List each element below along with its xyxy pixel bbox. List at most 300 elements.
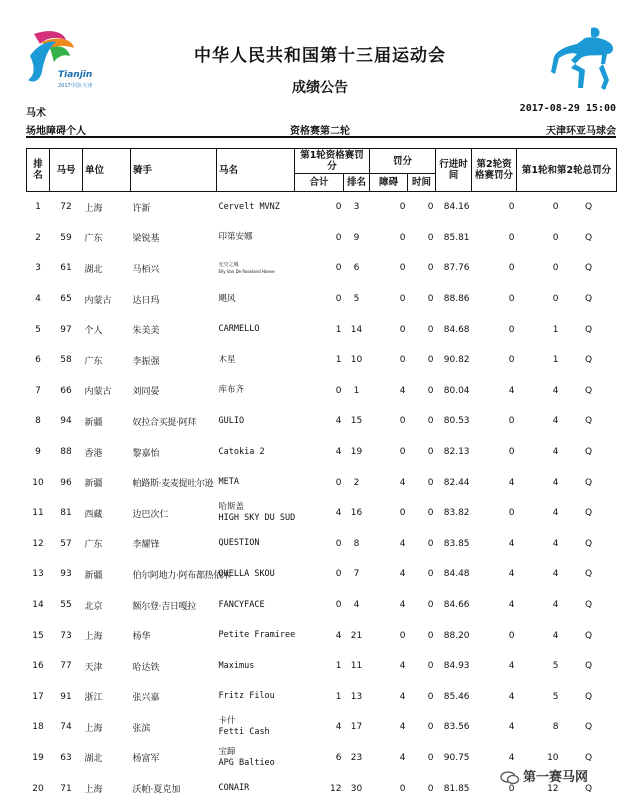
cell-rider: 李耀锋 — [132, 540, 160, 551]
table-row — [27, 651, 617, 682]
cell-total-penalty: 4 — [552, 630, 559, 641]
cell-r1-total: 0 — [335, 600, 342, 611]
cell-team: 湖北 — [84, 754, 103, 765]
results-table — [26, 148, 617, 804]
cell-r1-rank: 7 — [353, 569, 360, 580]
cell-qualified: Q — [584, 385, 593, 396]
cell-horse — [217, 345, 295, 376]
date-time: 2017-08-29 15:00 — [519, 103, 616, 114]
table-row — [27, 682, 617, 713]
cell-total-penalty: 5 — [552, 691, 559, 702]
cell-r2-penalty: 4 — [508, 385, 515, 396]
cell-obstacle: 0 — [399, 447, 406, 458]
cell-r1-rank: 10 — [350, 355, 363, 366]
horse-name: Maximus — [218, 660, 255, 671]
horse-name: FANCYFACE — [218, 599, 265, 610]
horse-name: 哈斯盖 — [218, 502, 245, 513]
cell-total-penalty: 4 — [552, 600, 559, 611]
page-title: 中华人民共和国第十三届运动会 — [194, 46, 446, 66]
col-r2-penalty: 第2轮资格赛罚分 — [472, 149, 517, 192]
cell-ride-time: 90.75 — [443, 752, 470, 763]
col-penalty-group: 罚分 — [370, 149, 436, 174]
cell-qualified: Q — [584, 600, 593, 611]
cell-team: 新疆 — [84, 570, 103, 581]
cell-team: 北京 — [84, 601, 103, 612]
cell-r2-penalty: 4 — [508, 752, 515, 763]
cell-number: 74 — [60, 722, 72, 733]
cell-r1-rank: 11 — [350, 661, 363, 672]
table-row — [27, 406, 617, 437]
cell-qualified: Q — [584, 722, 593, 733]
cell-number: 61 — [60, 263, 72, 274]
cell-team: 湖北 — [84, 264, 103, 275]
cell-r1-rank: 2 — [353, 477, 360, 488]
cell-total-penalty: 0 — [552, 263, 559, 274]
cell-horse — [217, 223, 295, 254]
horse-name: 印第安娜 — [218, 232, 253, 243]
cell-number: 72 — [60, 202, 72, 213]
cell-rank: 15 — [32, 630, 44, 641]
cell-time-penalty: 0 — [427, 783, 434, 794]
cell-qualified: Q — [584, 202, 593, 213]
cell-r1-total: 0 — [335, 385, 342, 396]
table-row — [27, 437, 617, 468]
cell-obstacle: 4 — [399, 661, 406, 672]
watermark — [500, 766, 588, 785]
cell-r2-penalty: 4 — [508, 661, 515, 672]
cell-time-penalty: 0 — [427, 569, 434, 580]
cell-number: 73 — [60, 630, 72, 641]
cell-rider: 李振强 — [132, 356, 160, 367]
horse-name: QUESTION — [218, 538, 260, 549]
cell-r2-penalty: 4 — [508, 477, 515, 488]
cell-r1-rank: 30 — [350, 783, 363, 794]
cell-rider: 朱美美 — [132, 326, 160, 337]
cell-horse — [217, 743, 295, 774]
cell-r2-penalty: 0 — [508, 355, 515, 366]
cell-r1-total: 1 — [335, 355, 342, 366]
table-row — [27, 345, 617, 376]
cell-number: 63 — [60, 752, 72, 763]
cell-r1-rank: 19 — [350, 447, 363, 458]
cell-rider: 刘同晏 — [132, 387, 160, 398]
horse-name-alt: HIGH SKY DU SUD — [218, 513, 296, 524]
cell-time-penalty: 0 — [427, 600, 434, 611]
cell-time-penalty: 0 — [427, 661, 434, 672]
horse-name-alt: APG Baltieo — [218, 757, 275, 768]
cell-r1-total: 4 — [335, 416, 342, 427]
cell-rank: 18 — [32, 722, 44, 733]
cell-team: 新疆 — [84, 479, 103, 490]
cell-horse — [217, 651, 295, 682]
cell-obstacle: 4 — [399, 569, 406, 580]
cell-total-penalty: 1 — [552, 355, 559, 366]
horse-name: GULIO — [218, 415, 245, 426]
cell-time-penalty: 0 — [427, 232, 434, 243]
cell-time-penalty: 0 — [427, 355, 434, 366]
cell-rank: 5 — [35, 324, 41, 335]
cell-qualified: Q — [584, 324, 593, 335]
cell-team: 上海 — [84, 723, 103, 734]
table-row — [27, 467, 617, 498]
cell-number: 88 — [60, 447, 72, 458]
cell-qualified: Q — [584, 783, 593, 794]
cell-number: 97 — [60, 324, 72, 335]
cell-horse — [217, 529, 295, 560]
cell-team: 浙江 — [84, 693, 103, 704]
cell-horse — [217, 253, 295, 284]
cell-time-penalty: 0 — [427, 324, 434, 335]
horse-name: META — [218, 477, 239, 488]
table-row — [27, 498, 617, 529]
cell-team: 广东 — [84, 234, 103, 245]
cell-rank: 3 — [35, 263, 41, 274]
cell-qualified: Q — [584, 232, 593, 243]
cell-time-penalty: 0 — [427, 447, 434, 458]
col-obstacle: 障碍 — [370, 174, 408, 192]
cell-total-penalty: 12 — [547, 783, 559, 794]
divider — [26, 136, 616, 138]
cell-rider: 马栢兴 — [132, 264, 160, 275]
cell-rank: 14 — [32, 600, 44, 611]
cell-total-penalty: 4 — [552, 385, 559, 396]
col-ride-time: 行进时间 — [436, 149, 472, 192]
cell-r2-penalty: 0 — [508, 783, 515, 794]
cell-obstacle: 4 — [399, 600, 406, 611]
cell-obstacle: 4 — [399, 477, 406, 488]
cell-obstacle: 0 — [399, 294, 406, 305]
table-row — [27, 284, 617, 315]
col-number: 马号 — [50, 149, 83, 192]
cell-number: 96 — [60, 477, 72, 488]
col-r1-rank: 排名 — [344, 174, 370, 192]
cell-rank: 1 — [35, 202, 41, 213]
horse-name: 飓风 — [218, 293, 236, 304]
col-horse: 马名 — [217, 149, 295, 192]
cell-rider: 杨华 — [132, 632, 151, 643]
cell-ride-time: 85.81 — [443, 232, 470, 243]
col-time: 时间 — [408, 174, 436, 192]
cell-rank: 6 — [35, 355, 41, 366]
cell-r2-penalty: 0 — [508, 324, 515, 335]
cell-ride-time: 90.82 — [443, 355, 470, 366]
cell-rank: 17 — [32, 691, 44, 702]
cell-ride-time: 85.46 — [443, 691, 470, 702]
cell-number: 59 — [60, 232, 72, 243]
cell-obstacle: 0 — [399, 202, 406, 213]
cell-obstacle: 0 — [399, 324, 406, 335]
cell-r1-total: 0 — [335, 202, 342, 213]
cell-ride-time: 84.93 — [443, 661, 470, 672]
cell-r1-total: 4 — [335, 447, 342, 458]
col-r1-total: 合计 — [295, 174, 344, 192]
cell-r1-total: 4 — [335, 630, 342, 641]
cell-team: 上海 — [84, 785, 103, 796]
cell-team: 个人 — [84, 326, 103, 337]
table-row — [27, 529, 617, 560]
table-row — [27, 620, 617, 651]
cell-horse — [217, 437, 295, 468]
cell-qualified: Q — [584, 294, 593, 305]
col-rider: 骑手 — [131, 149, 217, 192]
cell-qualified: Q — [584, 691, 593, 702]
cell-ride-time: 83.85 — [443, 538, 470, 549]
cell-number: 66 — [60, 385, 72, 396]
cell-horse — [217, 192, 295, 223]
cell-number: 77 — [60, 661, 72, 672]
watermark-text: 第一赛马网 — [523, 770, 589, 785]
cell-total-penalty: 0 — [552, 294, 559, 305]
horse-name-alt: Fetti Cash — [218, 727, 270, 738]
cell-r2-penalty: 0 — [508, 508, 515, 519]
cell-r1-rank: 17 — [350, 722, 363, 733]
cell-ride-time: 84.48 — [443, 569, 470, 580]
cell-time-penalty: 0 — [427, 416, 434, 427]
cell-obstacle: 0 — [399, 355, 406, 366]
cell-r1-total: 0 — [335, 232, 342, 243]
cell-ride-time: 84.16 — [443, 202, 470, 213]
cell-total-penalty: 8 — [552, 722, 559, 733]
cell-rider: 许新 — [132, 203, 151, 214]
cell-horse — [217, 712, 295, 743]
cell-team: 内蒙古 — [84, 387, 112, 398]
cell-team: 上海 — [84, 632, 103, 643]
event-label: 场地障碍个人 — [26, 126, 86, 137]
cell-rank: 4 — [35, 294, 41, 305]
cell-team: 天津 — [84, 662, 103, 673]
cell-total-penalty: 0 — [552, 232, 559, 243]
col-rank: 排名 — [27, 149, 50, 192]
logo-text: Tianjin — [58, 70, 93, 80]
cell-total-penalty: 1 — [552, 324, 559, 335]
cell-ride-time: 81.85 — [443, 783, 470, 794]
cell-r1-rank: 21 — [350, 630, 363, 641]
cell-obstacle: 0 — [399, 232, 406, 243]
cell-rank: 2 — [35, 232, 41, 243]
cell-horse — [217, 284, 295, 315]
cell-qualified: Q — [584, 447, 593, 458]
cell-r1-total: 6 — [335, 752, 342, 763]
cell-rank: 12 — [32, 538, 44, 549]
cell-number: 71 — [60, 783, 72, 794]
cell-rank: 16 — [32, 661, 44, 672]
horse-name: Catokia 2 — [218, 446, 265, 457]
cell-qualified: Q — [584, 538, 593, 549]
col-team: 单位 — [83, 149, 131, 192]
cell-time-penalty: 0 — [427, 385, 434, 396]
cell-rank: 9 — [35, 447, 41, 458]
cell-rider: 哈达铁 — [132, 662, 160, 673]
cell-r1-rank: 16 — [350, 508, 363, 519]
cell-r1-total: 1 — [335, 691, 342, 702]
cell-rider: 张兴嘉 — [132, 693, 160, 704]
cell-r2-penalty: 4 — [508, 722, 515, 733]
cell-r2-penalty: 0 — [508, 416, 515, 427]
horse-name: Fritz Filou — [218, 691, 275, 702]
cell-r1-total: 0 — [335, 538, 342, 549]
cell-total-penalty: 4 — [552, 416, 559, 427]
cell-number: 55 — [60, 600, 72, 611]
cell-ride-time: 88.86 — [443, 294, 470, 305]
cell-horse — [217, 314, 295, 345]
cell-r1-total: 12 — [330, 783, 342, 794]
cell-r1-rank: 6 — [353, 263, 360, 274]
cell-r1-rank: 5 — [353, 294, 360, 305]
cell-time-penalty: 0 — [427, 294, 434, 305]
cell-number: 91 — [60, 691, 72, 702]
cell-time-penalty: 0 — [427, 722, 434, 733]
cell-team: 西藏 — [84, 509, 103, 520]
cell-qualified: Q — [584, 569, 593, 580]
cell-rank: 20 — [32, 783, 44, 794]
cell-qualified: Q — [584, 508, 593, 519]
cell-time-penalty: 0 — [427, 538, 434, 549]
table-row — [27, 590, 617, 621]
horse-name: 木星 — [218, 354, 236, 365]
cell-team: 上海 — [84, 203, 103, 214]
cell-obstacle: 0 — [399, 263, 406, 274]
sport-label: 马术 — [26, 108, 46, 119]
horse-name: CARMELLO — [218, 324, 260, 335]
cell-horse — [217, 590, 295, 621]
cell-ride-time: 82.13 — [443, 447, 470, 458]
cell-number: 58 — [60, 355, 72, 366]
cell-obstacle: 4 — [399, 538, 406, 549]
horse-name: 库布齐 — [218, 385, 245, 396]
cell-rider: 帕路斯·麦麦提吐尔逊 — [132, 479, 214, 490]
cell-r2-penalty: 4 — [508, 538, 515, 549]
cell-ride-time: 82.44 — [443, 477, 470, 488]
cell-rider: 黎嘉怡 — [132, 448, 160, 459]
venue-label: 天津环亚马球会 — [546, 126, 616, 137]
cell-r2-penalty: 0 — [508, 232, 515, 243]
cell-team: 香港 — [84, 448, 103, 459]
cell-rider: 边巴次仁 — [132, 509, 169, 520]
cell-number: 65 — [60, 294, 72, 305]
cell-r2-penalty: 4 — [508, 691, 515, 702]
cell-total-penalty: 4 — [552, 477, 559, 488]
cell-r1-total: 0 — [335, 294, 342, 305]
cell-obstacle: 0 — [399, 630, 406, 641]
cell-r1-total: 0 — [335, 569, 342, 580]
table-row — [27, 314, 617, 345]
cell-number: 94 — [60, 416, 72, 427]
cell-obstacle: 4 — [399, 752, 406, 763]
cell-rider: 达日玛 — [132, 295, 160, 306]
cell-r1-total: 1 — [335, 661, 342, 672]
cell-ride-time: 87.76 — [443, 263, 470, 274]
cell-total-penalty: 5 — [552, 661, 559, 672]
page-subtitle: 成绩公告 — [292, 80, 348, 96]
cell-number: 57 — [60, 538, 72, 549]
table-row — [27, 192, 617, 223]
cell-rank: 19 — [32, 752, 44, 763]
cell-r1-total: 0 — [335, 477, 342, 488]
cell-rank: 13 — [32, 569, 44, 580]
cell-ride-time: 83.56 — [443, 722, 470, 733]
table-row — [27, 223, 617, 254]
cell-qualified: Q — [584, 752, 593, 763]
cell-qualified: Q — [584, 416, 593, 427]
horse-name: QUELLA SKOU — [218, 568, 275, 579]
logo-subtext: 2017中国·天津 — [58, 83, 93, 89]
cell-r2-penalty: 0 — [508, 202, 515, 213]
horse-name: CONAIR — [218, 783, 250, 794]
cell-rider: 杨富军 — [132, 754, 160, 765]
cell-rider: 张滨 — [132, 723, 151, 734]
cell-rank: 11 — [32, 508, 44, 519]
cell-rider: 伯尔阿地力·阿布都热依木 — [132, 570, 231, 581]
cell-r1-rank: 8 — [353, 538, 360, 549]
cell-rank: 7 — [35, 385, 41, 396]
cell-qualified: Q — [584, 661, 593, 672]
cell-total-penalty: 0 — [552, 202, 559, 213]
cell-r1-rank: 4 — [353, 600, 360, 611]
horse-name: 卡什 — [218, 716, 236, 727]
cell-number: 93 — [60, 569, 72, 580]
cell-r1-total: 0 — [335, 263, 342, 274]
cell-obstacle: 0 — [399, 783, 406, 794]
cell-ride-time: 84.68 — [443, 324, 470, 335]
cell-horse — [217, 682, 295, 713]
cell-number: 81 — [60, 508, 72, 519]
cell-obstacle: 0 — [399, 416, 406, 427]
cell-time-penalty: 0 — [427, 630, 434, 641]
cell-time-penalty: 0 — [427, 202, 434, 213]
col-total-penalty: 第1轮和第2轮总罚分 — [517, 149, 617, 192]
cell-team: 广东 — [84, 356, 103, 367]
cell-horse — [217, 773, 295, 804]
cell-horse — [217, 498, 295, 529]
col-r1-group: 第1轮资格赛罚分 — [295, 149, 370, 174]
cell-obstacle: 4 — [399, 385, 406, 396]
table-row — [27, 712, 617, 743]
cell-r2-penalty: 0 — [508, 263, 515, 274]
cell-team: 内蒙古 — [84, 295, 112, 306]
cell-r1-rank: 9 — [353, 232, 360, 243]
cell-horse — [217, 620, 295, 651]
cell-ride-time: 80.04 — [443, 385, 470, 396]
cell-rank: 8 — [35, 416, 41, 427]
cell-time-penalty: 0 — [427, 752, 434, 763]
cell-ride-time: 84.66 — [443, 600, 470, 611]
cell-time-penalty: 0 — [427, 508, 434, 519]
cell-qualified: Q — [584, 263, 593, 274]
cell-ride-time: 80.53 — [443, 416, 470, 427]
cell-team: 广东 — [84, 540, 103, 551]
cell-ride-time: 83.82 — [443, 508, 470, 519]
cell-r1-rank: 15 — [350, 416, 363, 427]
cell-total-penalty: 4 — [552, 447, 559, 458]
cell-r2-penalty: 0 — [508, 447, 515, 458]
cell-rider: 奴拉合买提·阿拜 — [132, 417, 196, 428]
cell-total-penalty: 10 — [547, 752, 559, 763]
cell-horse — [217, 406, 295, 437]
cell-total-penalty: 4 — [552, 538, 559, 549]
cell-r1-total: 4 — [335, 508, 342, 519]
cell-r2-penalty: 0 — [508, 630, 515, 641]
chat-bubble-icon — [500, 771, 520, 785]
cell-team: 新疆 — [84, 417, 103, 428]
cell-rank: 10 — [32, 477, 44, 488]
cell-rider: 额尔登·吉日嘎拉 — [132, 601, 196, 612]
cell-horse — [217, 376, 295, 407]
cell-obstacle: 4 — [399, 722, 406, 733]
round-label: 资格赛第二轮 — [290, 126, 350, 137]
cell-horse — [217, 559, 295, 590]
cell-total-penalty: 4 — [552, 508, 559, 519]
table-row — [27, 253, 617, 284]
